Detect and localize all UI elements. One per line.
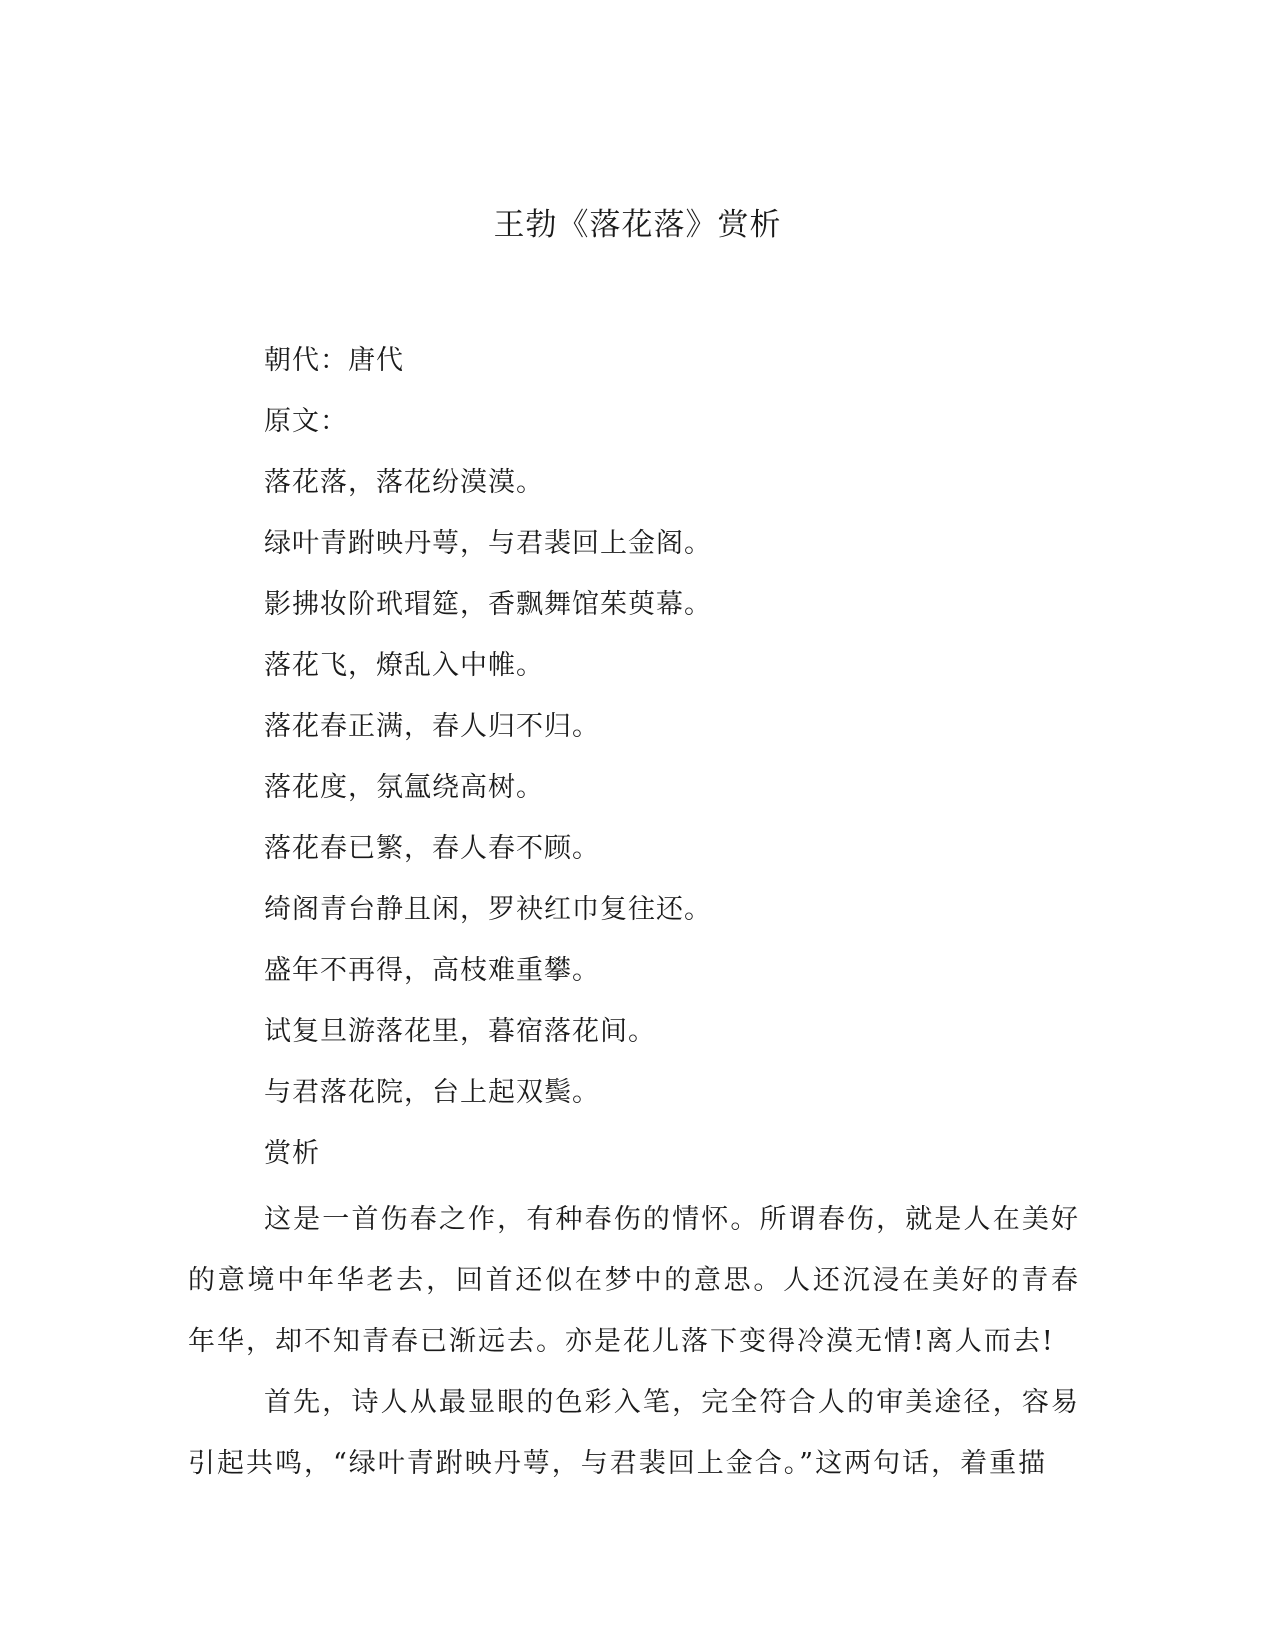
poem-line: 落花落，落花纷漠漠。	[264, 467, 544, 498]
poem-line: 落花春正满，春人归不归。	[264, 711, 600, 742]
analysis-label: 赏析	[264, 1138, 320, 1169]
poem-line: 落花飞，燎乱入中帷。	[264, 650, 544, 681]
document-title: 王勃《落花落》赏析	[493, 207, 782, 243]
poem-block	[264, 330, 1084, 1184]
poem-line: 与君落花院，台上起双鬓。	[264, 1077, 600, 1108]
poem-line: 绿叶青跗映丹萼，与君裴回上金阁。	[264, 528, 712, 559]
poem-line: 试复旦游落花里，暮宿落花间。	[264, 1016, 656, 1047]
poem-line: 绮阁青台静且闲，罗袂红巾复往还。	[264, 894, 712, 925]
original-label: 原文：	[264, 406, 348, 437]
analysis-paragraph: 首先，诗人从最显眼的色彩入笔，完全符合人的审美途径，容易引起共鸣，“绿叶青跗映丹萼，与君裴回上金合。”这两句话，着重描	[188, 1387, 1080, 1479]
poem-line: 落花度，氛氲绕高树。	[264, 772, 544, 803]
dynasty-line: 朝代：唐代	[264, 345, 404, 376]
analysis-paragraph: 这是一首伤春之作，有种春伤的情怀。所谓春伤，就是人在美好的意境中年华老去，回首还似在梦中的意思。人还沉浸在美好的青春年华，却不知青春已渐远去。亦是花儿落下变得冷漠无情!离人而去!	[188, 1204, 1080, 1357]
poem-line: 影拂妆阶玳瑁筵，香飘舞馆茱萸幕。	[264, 589, 712, 620]
poem-line: 落花春已繁，春人春不顾。	[264, 833, 600, 864]
poem-line: 盛年不再得，高枝难重攀。	[264, 955, 600, 986]
